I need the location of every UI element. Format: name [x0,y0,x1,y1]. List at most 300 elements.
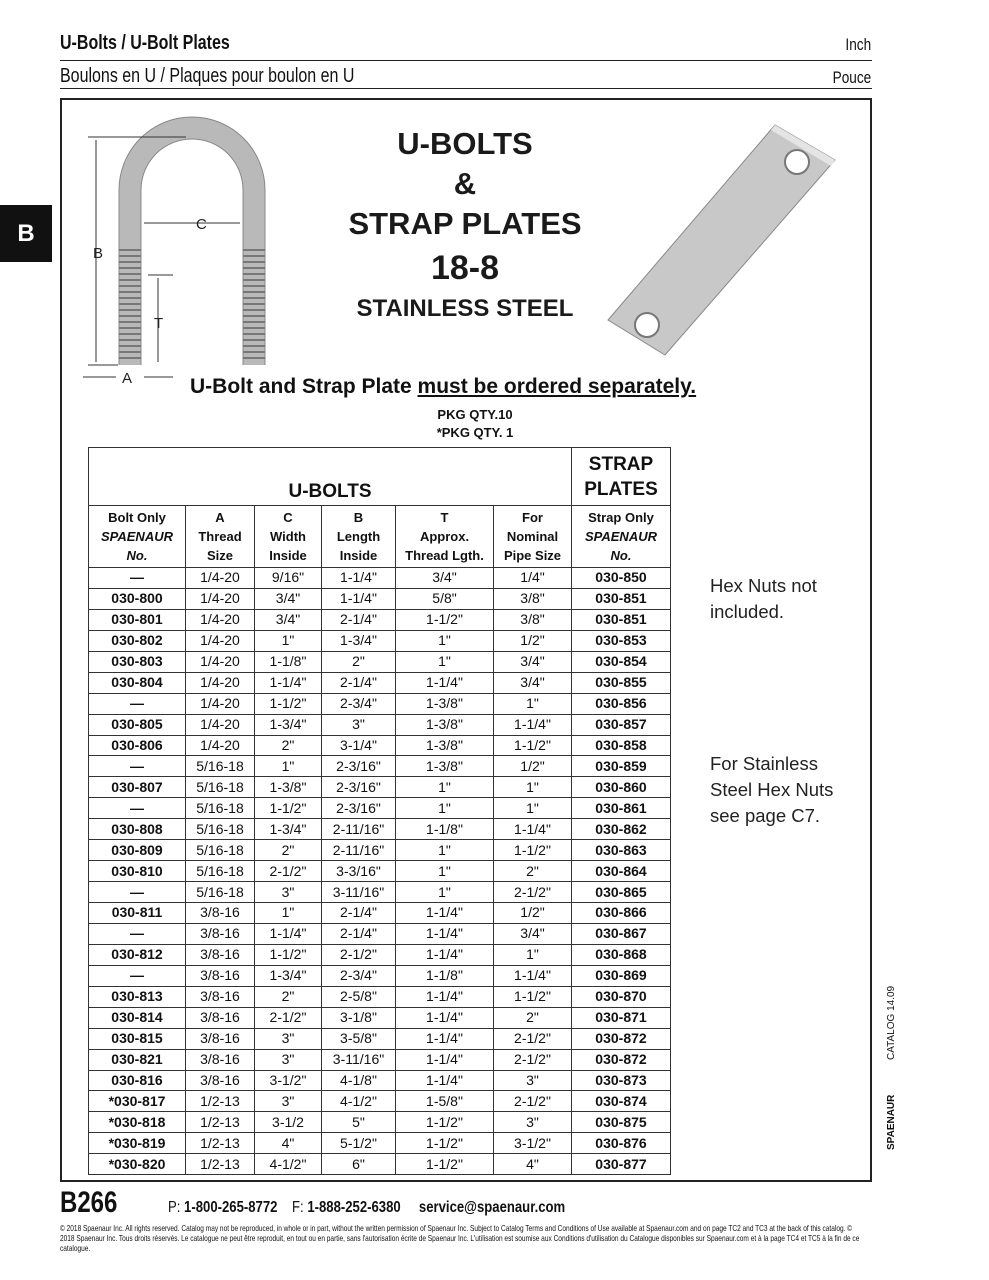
table-cell: 2" [494,1007,572,1028]
note-hex-nuts: Hex Nuts not included. [710,575,817,622]
table-cell: 1-1/4" [255,923,322,944]
column-header-line: Strap Only [588,510,654,525]
column-header [186,506,255,568]
table-cell: 2-1/2" [494,1091,572,1112]
table-cell: 2-1/4" [322,923,396,944]
table-row [89,693,671,714]
strap-part-number: 030-869 [572,965,671,986]
heading-strap-plates: STRAP PLATES [348,206,582,241]
bolt-part-number: 030-821 [89,1049,186,1070]
bolt-part-number: 030-806 [89,735,186,756]
bolt-part-number: *030-817 [89,1091,186,1112]
table-cell: 3" [322,714,396,735]
strap-part-number: 030-862 [572,819,671,840]
table-cell: 1-1/4" [396,672,494,693]
table-cell: 1-1/4" [494,965,572,986]
table-cell: 9/16" [255,568,322,589]
strap-part-number: 030-861 [572,798,671,819]
column-header-line: Thread [198,529,242,544]
table-cell: 4-1/8" [322,1070,396,1091]
table-cell: 1" [396,861,494,882]
strap-part-number: 030-851 [572,609,671,630]
table-cell: 1-1/4" [396,944,494,965]
dim-a-label: A [122,370,133,387]
table-cell: 1/4-20 [186,609,255,630]
table-cell: 1" [396,882,494,903]
table-cell: 3-11/16" [322,882,396,903]
table-cell: 1-1/8" [255,651,322,672]
table-row [89,1007,671,1028]
table-cell: 2" [255,735,322,756]
column-header-line: A [215,510,225,525]
table-cell: 2-3/16" [322,756,396,777]
strap-part-number: 030-877 [572,1154,671,1175]
table-cell: 1/2-13 [186,1133,255,1154]
table-row [89,630,671,651]
table-cell: 3-11/16" [322,1049,396,1070]
bolt-part-number: — [89,882,186,903]
bolt-part-number: 030-803 [89,651,186,672]
bolt-part-number: — [89,756,186,777]
dim-c-label: C [196,216,207,233]
table-row [89,1049,671,1070]
table-cell: 5/16-18 [186,756,255,777]
table-cell: 4" [255,1133,322,1154]
table-cell: 1-3/8" [396,756,494,777]
strap-part-number: 030-863 [572,840,671,861]
table-row [89,1112,671,1133]
table-cell: 1/4-20 [186,735,255,756]
table-cell: 2-3/4" [322,965,396,986]
bolt-part-number: — [89,923,186,944]
table-row [89,1091,671,1112]
bolt-part-number: 030-811 [89,903,186,924]
table-cell: 2-1/2" [255,1007,322,1028]
strap-part-number: 030-856 [572,693,671,714]
catalog-version: CATALOG 14.09 [886,985,897,1060]
table-cell: 1-1/2" [255,693,322,714]
table-cell: 1-1/2" [255,798,322,819]
table-cell: 3-5/8" [322,1028,396,1049]
table-cell: 1/4-20 [186,693,255,714]
strap-part-number: 030-854 [572,651,671,672]
bolt-part-number: 030-805 [89,714,186,735]
table-cell: 2-1/4" [322,609,396,630]
table-cell: 1-1/2" [396,609,494,630]
table-cell: 5/16-18 [186,882,255,903]
table-cell: 1-1/4" [494,714,572,735]
table-cell: 3/8-16 [186,965,255,986]
column-header-line: Thread Lgth. [405,548,484,563]
column-header [396,506,494,568]
table-cell: 1-3/4" [255,714,322,735]
strap-plate-image [605,120,840,360]
heading-ubolts: U-BOLTS [397,126,533,161]
table-cell: 1-1/4" [255,672,322,693]
bolt-part-number: 030-815 [89,1028,186,1049]
strap-part-number: 030-857 [572,714,671,735]
table-cell: 2-1/2" [255,861,322,882]
table-cell: 3/4" [494,672,572,693]
table-cell: 1/2-13 [186,1091,255,1112]
table-cell: 3/4" [494,923,572,944]
table-row [89,944,671,965]
table-row [89,986,671,1007]
table-cell: 3/4" [396,568,494,589]
table-row [89,965,671,986]
table-cell: 1" [396,840,494,861]
table-row [89,1070,671,1091]
table-cell: 2-11/16" [322,840,396,861]
table-cell: 1-3/8" [255,777,322,798]
email-link[interactable]: service@spaenaur.com [418,1199,566,1216]
table-row [89,609,671,630]
strap-part-number: 030-855 [572,672,671,693]
strap-part-number: 030-851 [572,588,671,609]
ubolt-table [88,447,671,1175]
strap-part-number: 030-868 [572,944,671,965]
table-cell: 2-1/2" [322,944,396,965]
bolt-part-number: — [89,965,186,986]
bolt-part-number: 030-800 [89,588,186,609]
column-header [255,506,322,568]
table-row [89,651,671,672]
table-cell: 1-1/2" [255,944,322,965]
table-cell: 3/8" [494,609,572,630]
order-note [190,375,696,399]
column-header-line: C [283,510,293,525]
dim-b-label: B [93,245,104,262]
column-header-line: No. [610,548,632,563]
table-cell: 3-1/2" [494,1133,572,1154]
table-cell: 3/8-16 [186,1007,255,1028]
table-cell: 1" [255,630,322,651]
table-cell: 3-1/2 [255,1112,322,1133]
table-cell: 3/8-16 [186,1049,255,1070]
strap-part-number: 030-865 [572,882,671,903]
strap-part-number: 030-874 [572,1091,671,1112]
table-cell: 5/16-18 [186,840,255,861]
table-row [89,923,671,944]
table-cell: 1/2" [494,756,572,777]
table-cell: 1" [396,798,494,819]
contact-line [168,1199,565,1217]
table-row [89,777,671,798]
order-note-text: U-Bolt and Strap Plate [190,375,418,398]
table-cell: 1/4-20 [186,672,255,693]
strap-part-number: 030-867 [572,923,671,944]
table-row [89,903,671,924]
table-cell: 1/4-20 [186,568,255,589]
table-cell: 3" [255,1049,322,1070]
table-cell: 1" [494,777,572,798]
table-cell: 1" [494,798,572,819]
table-cell: 6" [322,1154,396,1175]
dim-t-label: T [154,315,164,332]
product-heading [300,124,630,326]
package-qty [400,406,550,442]
table-cell: 1-1/2" [494,986,572,1007]
bolt-part-number: 030-809 [89,840,186,861]
legal-text: © 2018 Spaenaur Inc. All rights reserved. Catalog may not be reproduced, in whole or in part, without the written permission of Spaenaur Inc. Subject to Catalog Terms and Conditions of Use available at Spaenaur.com and on page TC2 and TC3 at the back of this catalog. © 2018 Spaenaur Inc. Tous droits réservés. Le catalogue ne peut être reproduit, en tout ou en partie, sans l'autorisation écrite de Spaenaur Inc. L'utilisation est soumise aux Conditions d'utilisation du Catalogue disponibles sur Spaenaur.com et à la page TC4 et TC5 à la fin de ce catalogue. [60,1224,860,1253]
table-cell: 3-1/4" [322,735,396,756]
column-header [89,506,186,568]
table-cell: 4-1/2" [322,1091,396,1112]
table-cell: 2-1/2" [494,1028,572,1049]
heading-material: STAINLESS STEEL [356,295,574,322]
bolt-part-number: — [89,798,186,819]
bolt-part-number: 030-807 [89,777,186,798]
table-cell: 1/2" [494,630,572,651]
table-cell: 3" [255,1091,322,1112]
table-cell: 1-1/8" [396,819,494,840]
table-cell: 3" [494,1070,572,1091]
bolt-part-number: — [89,693,186,714]
table-cell: 1-1/2" [396,1112,494,1133]
column-header-line: SPAENAUR [101,529,173,544]
table-cell: 1-1/2" [396,1154,494,1175]
table-cell: 3" [255,1028,322,1049]
table-cell: 1-1/4" [396,923,494,944]
column-header-line: Nominal [506,529,559,544]
table-cell: 1/4-20 [186,588,255,609]
table-cell: 2-1/4" [322,672,396,693]
group-ubolts: U-BOLTS [89,448,572,506]
table-cell: 1-3/8" [396,714,494,735]
strap-part-number: 030-873 [572,1070,671,1091]
table-cell: 3-1/8" [322,1007,396,1028]
table-cell: 1-1/4" [396,986,494,1007]
table-cell: 3-3/16" [322,861,396,882]
table-cell: 1" [255,903,322,924]
table-cell: 5/16-18 [186,798,255,819]
table-cell: 1-3/8" [396,735,494,756]
table-cell: 2" [255,840,322,861]
column-header-line: No. [126,548,148,563]
page-subtitle: Boulons en U / Plaques pour boulon en U [60,65,355,87]
table-cell: 5/16-18 [186,819,255,840]
table-cell: 1-3/4" [255,965,322,986]
table-row [89,1154,671,1175]
divider [60,88,872,89]
table-cell: 5/16-18 [186,777,255,798]
strap-part-number: 030-860 [572,777,671,798]
column-header-line: T [440,510,449,525]
order-note-emphasis: must be ordered separately. [417,375,697,398]
pkg-qty: PKG QTY.10 [437,407,513,422]
table-cell: 1-3/4" [322,630,396,651]
table-row [89,861,671,882]
group-strap-plates: STRAP PLATES [572,448,671,506]
table-cell: 1" [396,630,494,651]
table-cell: 3/4" [255,588,322,609]
table-cell: 3/4" [255,609,322,630]
table-cell: 4-1/2" [255,1154,322,1175]
bolt-part-number: 030-801 [89,609,186,630]
table-cell: 1-1/4" [322,568,396,589]
table-cell: 1" [494,944,572,965]
table-cell: 1/4-20 [186,651,255,672]
table-cell: 1/2-13 [186,1154,255,1175]
strap-part-number: 030-866 [572,903,671,924]
strap-part-number: 030-850 [572,568,671,589]
table-cell: 1-1/8" [396,965,494,986]
table-cell: 1" [255,756,322,777]
strap-part-number: 030-864 [572,861,671,882]
table-cell: 1-1/4" [396,1049,494,1070]
table-cell: 2" [322,651,396,672]
table-cell: 4" [494,1154,572,1175]
bolt-part-number: 030-802 [89,630,186,651]
table-cell: 1/4-20 [186,630,255,651]
column-header-line: Pipe Size [503,548,562,563]
table-cell: 3" [255,882,322,903]
table-row [89,798,671,819]
column-header [322,506,396,568]
table-cell: 5-1/2" [322,1133,396,1154]
table-cell: 2" [494,861,572,882]
table-cell: 2-3/16" [322,798,396,819]
page-title: U-Bolts / U-Bolt Plates [60,32,230,54]
bolt-part-number: 030-808 [89,819,186,840]
table-row [89,1133,671,1154]
strap-part-number: 030-872 [572,1049,671,1070]
table-cell: 1" [396,777,494,798]
table-cell: 3/8-16 [186,923,255,944]
bolt-part-number: 030-816 [89,1070,186,1091]
table-cell: 2-3/4" [322,693,396,714]
table-cell: 5/16-18 [186,861,255,882]
table-cell: 2-1/2" [494,882,572,903]
column-header-line: Inside [269,548,307,563]
table-cell: 1/4" [494,568,572,589]
table-cell: 2-11/16" [322,819,396,840]
column-header-line: Width [270,529,306,544]
table-row [89,735,671,756]
strap-part-number: 030-870 [572,986,671,1007]
table-row [89,672,671,693]
table-cell: 1/4-20 [186,714,255,735]
table-cell: 5" [322,1112,396,1133]
bolt-part-number: *030-820 [89,1154,186,1175]
bolt-part-number: 030-814 [89,1007,186,1028]
table-cell: 1-3/8" [396,693,494,714]
column-header-line: Bolt Only [108,510,166,525]
table-cell: 1-1/2" [396,1133,494,1154]
strap-part-number: 030-853 [572,630,671,651]
pkg-qty-star: *PKG QTY. 1 [436,425,514,440]
table-cell: 1/2" [494,903,572,924]
strap-part-number: 030-876 [572,1133,671,1154]
table-cell: 1-1/4" [396,903,494,924]
table-row [89,1028,671,1049]
table-cell: 3/8-16 [186,903,255,924]
bolt-part-number: — [89,568,186,589]
table-row [89,840,671,861]
strap-part-number: 030-859 [572,756,671,777]
table-cell: 5/8" [396,588,494,609]
table-cell: 2-5/8" [322,986,396,1007]
bolt-part-number: 030-804 [89,672,186,693]
table-cell: 1" [494,693,572,714]
table-cell: 1-1/4" [396,1007,494,1028]
table-cell: 3/4" [494,651,572,672]
phone-number[interactable]: 1-800-265-8772 [184,1199,278,1216]
strap-part-number: 030-872 [572,1028,671,1049]
strap-part-number: 030-858 [572,735,671,756]
table-cell: 1-5/8" [396,1091,494,1112]
table-cell: 3/8-16 [186,1070,255,1091]
column-header-line: Size [206,548,233,563]
table-cell: 2-1/4" [322,903,396,924]
table-row [89,882,671,903]
table-cell: 1/2-13 [186,1112,255,1133]
u-bolt-diagram [78,110,308,395]
table-cell: 1-1/4" [396,1070,494,1091]
column-header [572,506,671,568]
table-cell: 1" [396,651,494,672]
table-cell: 3-1/2" [255,1070,322,1091]
column-header-line: Length [336,529,381,544]
brand-logo: SPAENAUR [886,1094,897,1150]
table-cell: 2" [255,986,322,1007]
table-cell: 2-3/16" [322,777,396,798]
table-cell: 1-1/4" [396,1028,494,1049]
bolt-part-number: *030-819 [89,1133,186,1154]
heading-grade: 18-8 [430,249,500,287]
heading-amp: & [453,166,477,201]
table-cell: 2-1/2" [494,1049,572,1070]
bolt-part-number: *030-818 [89,1112,186,1133]
table-cell: 3/8-16 [186,986,255,1007]
fax-number: 1-888-252-6380 [307,1199,401,1216]
fax-label: F: [292,1199,304,1216]
column-header-line: B [353,510,364,525]
table-cell: 1-1/4" [322,588,396,609]
section-tab: B [0,205,52,262]
column-header-line: For [522,510,543,525]
column-header [494,506,572,568]
bolt-part-number: 030-813 [89,986,186,1007]
unit-label: Inch [845,35,871,54]
table-cell: 1-1/4" [494,819,572,840]
column-header-line: SPAENAUR [585,529,657,544]
table-cell: 1-1/2" [494,840,572,861]
table-cell: 1-1/2" [494,735,572,756]
column-header-line: Inside [339,548,378,563]
table-cell: 3/8" [494,588,572,609]
table-cell: 3/8-16 [186,944,255,965]
table-cell: 3/8-16 [186,1028,255,1049]
divider [60,60,872,61]
page-number: B266 [60,1186,118,1219]
table-row [89,588,671,609]
unit-label-fr: Pouce [832,68,871,87]
bolt-part-number: 030-812 [89,944,186,965]
table-row [89,714,671,735]
phone-label: P: [168,1199,181,1216]
table-cell: 1-3/4" [255,819,322,840]
note-stainless-nuts: For Stainless Steel Hex Nuts see page C7. [710,753,834,826]
table-row [89,568,671,589]
strap-part-number: 030-875 [572,1112,671,1133]
column-header-line: Approx. [419,529,470,544]
table-row [89,819,671,840]
strap-part-number: 030-871 [572,1007,671,1028]
bolt-part-number: 030-810 [89,861,186,882]
table-cell: 3" [494,1112,572,1133]
table-row [89,756,671,777]
